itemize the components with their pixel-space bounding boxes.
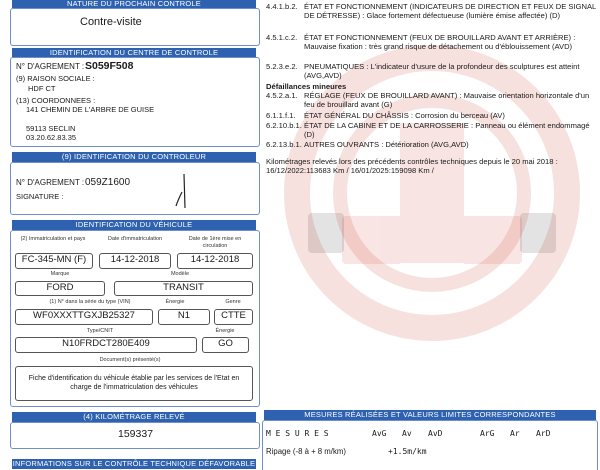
modele-value: TRANSIT [114,281,253,296]
km-value: 159337 [118,428,154,440]
signature-mark [170,172,200,212]
mesures-col-ar: Ar [510,429,520,438]
defect-code: 4.5.1.c.2. [266,33,298,42]
centre-agrement-value: S059F508 [85,60,134,72]
defect-code: 6.2.13.b.1. [266,140,302,149]
coordonnees-label: (13) COORDONNEES : [16,96,96,105]
phone: 03.20.62.83.35 [26,133,77,142]
defect-code: 5.2.3.e.2. [266,62,298,71]
prochain-controle-header: NATURE DU PROCHAIN CONTROLE [12,0,256,8]
energie-value: GO [202,337,249,353]
document-label: Document(s) présenté(s) [99,357,161,363]
controleur-header: (9) IDENTIFICATION DU CONTROLEUR [12,152,256,162]
vin-value: WF0XXXTTGXJB25327 [15,309,153,325]
defect-text: ÉTAT ET FONCTIONNEMENT (INDICATEURS DE DIRECTION ET FEUX DE SIGNAL DE DÉTRESSE) : Glace fortement défectueuse (lumière émise affectée) (D) [304,2,596,21]
km-header: (4) KILOMÉTRAGE RELEVÉ [12,412,256,422]
defect-code: 4.5.2.a.1. [266,91,298,100]
address-line2: 59113 SECLIN [26,124,76,133]
mesures-header: MESURES RÉALISÉES ET VALEURS LIMITES CORRESPONDANTES [264,410,596,420]
defect-text: ÉTAT ET FONCTIONNEMENT (FEUX DE BROUILLARD AVANT ET ARRIÈRE) : Mauvaise fixation : très grand risque de détachement ou d'éblouissement (AVD) [304,33,576,52]
date-premiere-value: 14-12-2018 [177,253,253,269]
raison-sociale-label: (9) RAISON SOCIALE : [16,74,95,83]
type-value: N10FRDCT280E409 [15,337,197,353]
energie-label: Énergie [215,328,235,334]
mineure-4 [266,140,596,150]
controleur-agrement-label: N° D'AGREMENT : [16,178,85,187]
immat-value: FC-345-MN (F) [15,253,93,269]
defect-text: RÉGLAGE (FEUX DE BROUILLARD AVANT) : Mauvaise orientation horizontale d'un feu de brouillard avant (G) [304,91,590,110]
defect-code: 4.4.1.b.2. [266,2,298,11]
info-header: INFORMATIONS SUR LE CONTRÔLE TECHNIQUE DÉFAVORABLE [12,459,256,468]
modele-label: Modèle [170,271,190,277]
defect-text: PNEUMATIQUES : L'indicateur d'usure de la profondeur des sculptures est atteint (AVG,AVD) [304,62,580,81]
defect-code: 6.1.1.f.1. [266,111,296,120]
vehicule-header: IDENTIFICATION DU VÉHICULE [12,220,256,230]
immat-label: (2) Immatriculation et pays [20,236,86,242]
defect-1 [266,2,596,32]
defect-2 [266,33,596,63]
mineure-1 [266,91,596,111]
mesures-col-avg: AvG [372,429,387,438]
vin-label: (1) N° dans la série du type (VIN) [49,299,131,305]
energie-small-label: Énergie [165,299,185,305]
mesures-col-avd: AvD [428,429,443,438]
defect-code: 6.2.10.b.1. [266,121,302,130]
document-value: Fiche d'identification du véhicule établie par les services de l'Etat en charge de l'immatriculation des véhicules [15,366,253,401]
km-history: Kilométrages relevés lors des précédents contrôles techniques depuis le 20 mai 2018 : 16/12/2022:113683 Km / 16/01/2025:159098 Km / [266,157,558,176]
signature-label: SIGNATURE : [16,192,64,201]
genre-value: CTTE [214,309,253,325]
date-immat-value: 14-12-2018 [99,253,171,269]
date-immat-label: Date d'immatriculation [107,236,163,242]
marque-label: Marque [50,271,70,277]
defect-text: ÉTAT GÉNÉRAL DU CHÂSSIS : Corrosion du berceau (AV) [304,111,505,120]
controleur-panel [10,162,260,215]
centre-header: IDENTIFICATION DU CENTRE DE CONTROLE [12,48,256,58]
mesures-col-av: Av [402,429,412,438]
ripage-label: Ripage (-8 à + 8 m/km) [266,447,346,456]
ripage-value: +1.5m/km [388,447,427,456]
marque-value: FORD [15,281,105,296]
mesures-col-label: M E S U R E S [266,429,329,438]
raison-sociale-value: HDF CT [28,84,56,93]
mineure-3 [266,121,596,141]
genre-label: Genre [225,299,241,305]
centre-agrement-label: N° D'AGREMENT : [16,62,85,71]
prochain-controle-value: Contre-visite [80,16,142,28]
n1-value: N1 [158,309,210,325]
mineures-title: Défaillances mineures [266,82,347,91]
controleur-agrement-value: 059Z1600 [85,177,131,188]
mineure-2 [266,111,596,121]
mesures-col-ard: ArD [536,429,551,438]
defect-3 [266,62,596,82]
date-premiere-label: Date de 1ère mise en circulation [188,236,242,249]
defect-text: ÉTAT DE LA CABINE ET DE LA CARROSSERIE : Panneau ou élément endommagé (D) [304,121,590,140]
mesures-col-arg: ArG [480,429,495,438]
address-line1: 141 CHEMIN DE L'ARBRE DE GUISE [26,105,155,114]
defect-text: AUTRES OUVRANTS : Détérioration (AVG,AVD) [304,140,469,149]
type-label: Type/CNIT [86,328,114,334]
mesures-panel [262,420,598,470]
